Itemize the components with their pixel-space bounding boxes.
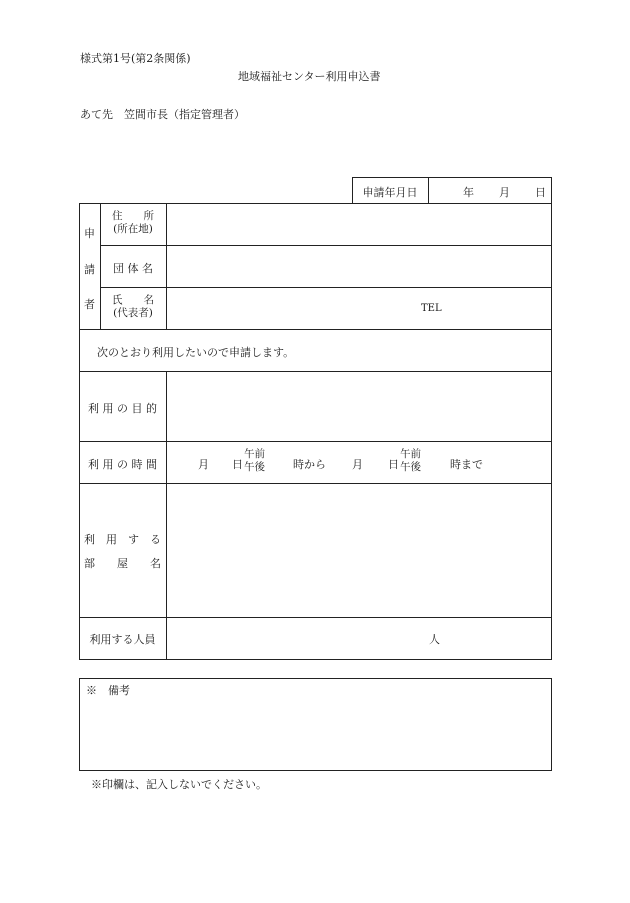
time-label: 利 用 の 時 間 bbox=[88, 458, 157, 471]
footnote: ※印欄は、記入しないでください。 bbox=[91, 778, 267, 791]
end-ampm bbox=[400, 448, 421, 474]
address-label: 住 所 bbox=[112, 210, 154, 222]
room-label-line2: 部 屋 名 bbox=[84, 557, 161, 570]
remarks-label: ※ 備考 bbox=[86, 684, 130, 697]
applicant-label-3: 者 bbox=[84, 298, 95, 311]
date-label: 申請年月日 bbox=[362, 186, 418, 199]
end-am: 午前 bbox=[400, 448, 421, 460]
day-label: 日 bbox=[535, 186, 546, 199]
form-number: 様式第1号(第2条関係) bbox=[80, 52, 191, 65]
remarks-box bbox=[79, 678, 552, 771]
group-name-label: 団 体 名 bbox=[113, 262, 153, 275]
people-label: 利用する人員 bbox=[89, 633, 156, 646]
name-label: 氏 名 bbox=[112, 294, 154, 306]
start-ampm bbox=[244, 448, 265, 474]
year-label: 年 bbox=[463, 186, 474, 199]
representative-name-field[interactable] bbox=[167, 288, 551, 329]
name-label-block bbox=[100, 294, 166, 320]
until-label: 時まで bbox=[450, 458, 483, 471]
purpose-field[interactable] bbox=[167, 372, 551, 441]
tel-label: TEL bbox=[421, 303, 442, 314]
address-sublabel: (所在地) bbox=[113, 223, 153, 235]
people-unit: 人 bbox=[429, 633, 440, 646]
address-field[interactable] bbox=[167, 204, 551, 245]
start-am: 午前 bbox=[244, 448, 265, 460]
end-pm: 午後 bbox=[400, 461, 421, 473]
start-day: 日 bbox=[232, 458, 243, 471]
application-statement: 次のとおり利用したいので申請します。 bbox=[97, 346, 295, 359]
people-field[interactable] bbox=[167, 618, 551, 659]
group-name-field[interactable] bbox=[167, 246, 551, 287]
room-label-line1: 利 用 す る bbox=[84, 533, 161, 546]
applicant-label-1: 申 bbox=[84, 227, 95, 240]
month-label: 月 bbox=[499, 186, 510, 199]
addressee: あて先 笠間市長（指定管理者） bbox=[80, 108, 245, 121]
address-label-block bbox=[100, 210, 166, 236]
name-sublabel: (代表者) bbox=[113, 307, 153, 319]
end-day: 日 bbox=[388, 458, 399, 471]
purpose-label: 利 用 の 目 的 bbox=[88, 402, 157, 415]
form-title: 地域福祉センター利用申込書 bbox=[238, 70, 381, 83]
applicant-label-2: 請 bbox=[84, 263, 95, 276]
from-label: 時から bbox=[293, 458, 326, 471]
start-pm: 午後 bbox=[244, 461, 265, 473]
end-month: 月 bbox=[352, 458, 363, 471]
room-field[interactable] bbox=[167, 484, 551, 617]
start-month: 月 bbox=[198, 458, 209, 471]
